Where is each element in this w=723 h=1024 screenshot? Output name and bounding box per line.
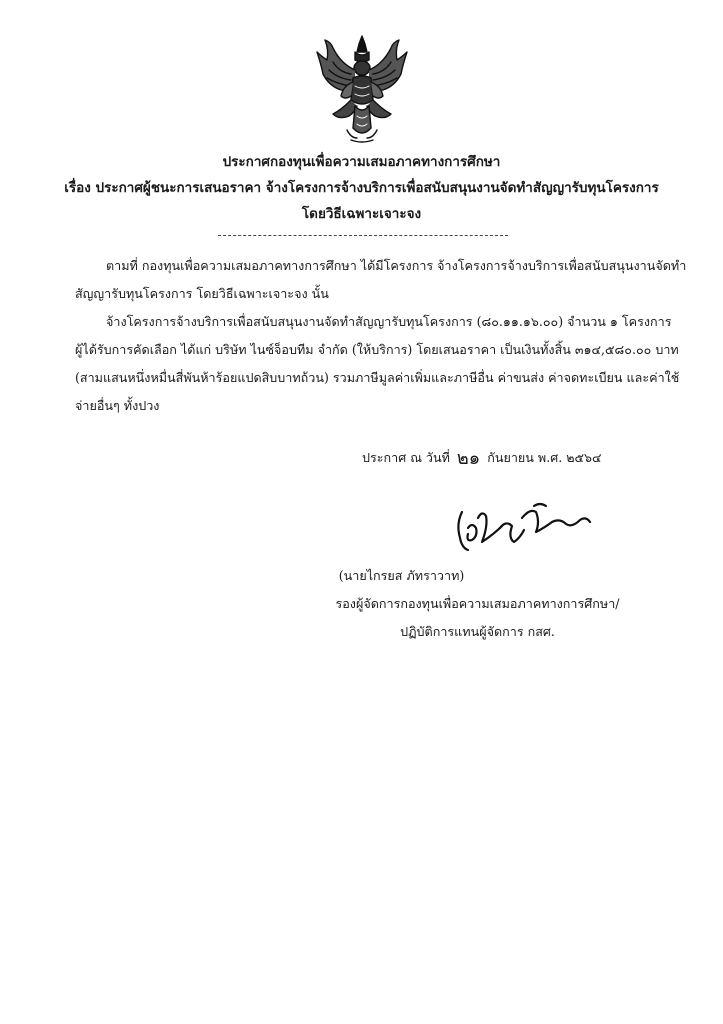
paragraph-2-line-2: ผู้ได้รับการคัดเลือก ได้แก่ บริษัท ไนซ์จ็อบทีม จำกัด (ให้บริการ) โดยเสนอราคา เป็นเงินทั้งสิ้น ๓๑๔,๕๘๐.๐๐ บาท (75, 342, 679, 357)
dashed-divider (218, 235, 508, 236)
paragraph-2-line-4: จ่ายอื่นๆ ทั้งปวง (75, 398, 160, 413)
announcement-date (362, 449, 602, 468)
document-subject-line-1: เรื่อง ประกาศผู้ชนะการเสนอราคา จ้างโครงการจ้างบริการเพื่อสนับสนุนงานจัดทำสัญญารับทุนโครงการ (64, 180, 659, 196)
announcement-day: ๒๑ (456, 448, 481, 469)
announcement-date-prefix: ประกาศ ณ วันที่ (362, 450, 450, 465)
announcement-date-suffix: กันยายน พ.ศ. ๒๕๖๔ (487, 450, 602, 465)
handwritten-signature-icon (448, 498, 598, 560)
paragraph-2-line-3: (สามแสนหนึ่งหมื่นสี่พันห้าร้อยแปดสิบบาทถ้วน) รวมภาษีมูลค่าเพิ่มและภาษีอื่น ค่าขนส่ง ค่าจดทะเบียน และค่าใช้ (75, 370, 680, 385)
signatory-position-line-2: ปฏิบัติการแทนผู้จัดการ กสศ. (400, 624, 555, 639)
paragraph-1-line-1: ตามที่ กองทุนเพื่อความเสมอภาคทางการศึกษา ได้มีโครงการ จ้างโครงการจ้างบริการเพื่อสนับสนุนงานจัดทำ (106, 258, 687, 273)
document-organization-title: ประกาศกองทุนเพื่อความเสมอภาคทางการศึกษา (222, 154, 501, 170)
garuda-emblem-icon (311, 34, 413, 146)
paragraph-2-line-1: จ้างโครงการจ้างบริการเพื่อสนับสนุนงานจัดทำสัญญารับทุนโครงการ (๘๐.๑๑.๑๖.๐๐) จำนวน ๑ โครงการ (106, 314, 672, 329)
paragraph-1-line-2: สัญญารับทุนโครงการ โดยวิธีเฉพาะเจาะจง นั้น (75, 286, 329, 301)
signatory-position-line-1: รองผู้จัดการกองทุนเพื่อความเสมอภาคทางการศึกษา/ (335, 596, 620, 611)
document-subject-line-2: โดยวิธีเฉพาะเจาะจง (301, 206, 422, 222)
signatory-name: (นายไกรยส ภัทราวาท) (338, 568, 465, 583)
